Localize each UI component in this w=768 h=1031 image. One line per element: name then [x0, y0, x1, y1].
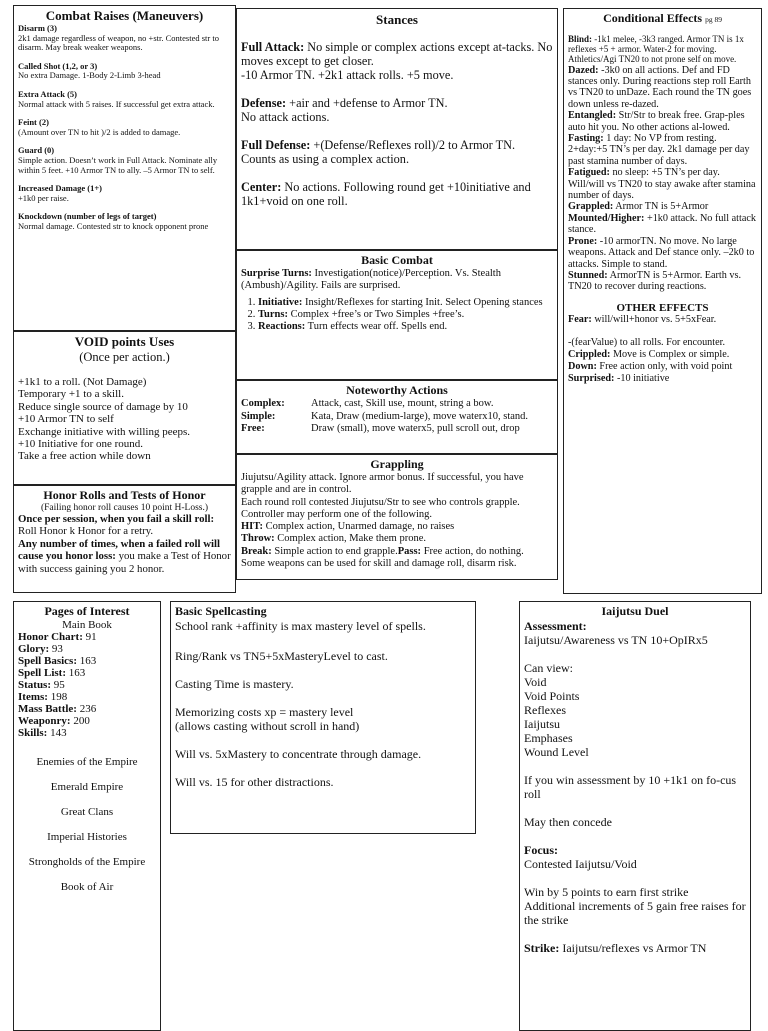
strike-first-text: Win by 5 points to earn first strike: [524, 885, 689, 899]
condition-entry: [568, 110, 757, 133]
combat-step-name: Turns:: [258, 308, 288, 320]
page-ref-label: Spell List:: [18, 667, 66, 679]
stance-line: [241, 40, 553, 68]
condition-desc: no sleep: +5 TN’s per day. Will/will vs TN20 to stay awake after stamina number of days.: [568, 167, 756, 202]
grappling-break-text: Simple action to end grapple.: [271, 545, 398, 557]
grappling-hit-text: Complex action, Unarmed damage, no raises: [262, 521, 455, 533]
book-title: Emerald Empire: [50, 781, 124, 793]
grappling-panel: [236, 454, 558, 580]
combat-step-desc: Insight/Reflexes for starting Init. Select Opening stances: [302, 296, 543, 308]
page-ref-number: 163: [76, 655, 97, 667]
page-ref-entry: [18, 703, 156, 715]
maneuver-desc: +1k0 per raise.: [18, 192, 69, 203]
condition-desc: ArmorTN is 5+Armor. Earth vs. TN20 to recover during reactions.: [568, 269, 741, 293]
pages-of-interest-panel: [13, 601, 161, 1031]
maneuver-name: Disarm (3): [18, 23, 57, 33]
maneuver-name: Knockdown (number of legs of target): [18, 211, 157, 222]
noteworthy-actions-rows: [241, 398, 553, 436]
honor-rolls-rule-2-text: you make a Test of Honor with success gaining you 2 honor.: [18, 550, 231, 575]
maneuver-entry: [18, 146, 231, 175]
stance-desc: +air and +defense to Armor TN.: [286, 96, 448, 110]
combat-step-name: Reactions:: [258, 321, 306, 333]
honor-rolls-panel: [13, 485, 236, 593]
grappling-pass-text: Free action, do nothing.: [421, 545, 524, 557]
action-type: Free:: [241, 423, 265, 434]
page-ref-entry: [18, 727, 156, 739]
stance-name: Defense:: [241, 96, 287, 110]
strike-more-text: Additional increments of 5 gain free raises for the strike: [524, 899, 746, 927]
combat-step: [258, 321, 553, 333]
action-type: Complex:: [241, 398, 285, 409]
combat-raises-panel: [13, 5, 236, 331]
book-title: Strongholds of the Empire: [28, 856, 146, 868]
stance-name: Center:: [241, 180, 282, 194]
stances-panel: [236, 8, 558, 250]
honor-rolls-subtitle: (Failing honor roll causes 10 point H-Loss.): [40, 503, 209, 513]
condition-entry: [568, 133, 757, 167]
condition-entry: [568, 34, 757, 65]
void-use-item: Reduce single source of damage by 10: [18, 400, 188, 413]
view-item: Reflexes: [524, 703, 566, 717]
stance-name: Full Defense:: [241, 138, 311, 152]
maneuver-entry: [18, 24, 231, 53]
maneuver-name: Feint (2): [18, 117, 49, 128]
condition-name: Mounted/Higher:: [568, 212, 645, 224]
page-ref-label: Skills:: [18, 727, 48, 739]
condition-desc: Str/Str to break free. Grap-ples auto hit you. No other actions al-lowed.: [568, 110, 745, 133]
book-title: Book of Air: [60, 881, 114, 893]
action-list: Draw (small), move waterx5, pull scroll out, drop: [311, 423, 520, 434]
book-title: Great Clans: [60, 806, 114, 818]
book-title: Enemies of the Empire: [36, 756, 138, 768]
page-ref-entry: [18, 679, 156, 691]
page-ref-label: Items:: [18, 691, 48, 703]
void-points-subtitle: (Once per action.): [79, 350, 170, 364]
conditional-effects-title: [568, 11, 757, 26]
other-effect-desc: Move is Complex or simple.: [610, 348, 730, 360]
maneuver-entry: [18, 184, 231, 203]
action-row: [241, 411, 553, 424]
other-effect-name: Crippled:: [568, 348, 611, 360]
focus-text: Contested Iaijutsu/Void: [524, 857, 637, 871]
maneuver-name: Called Shot (1,2, or 3): [18, 60, 98, 71]
action-type: Simple:: [241, 410, 276, 422]
can-view-label: Can view:: [524, 661, 573, 675]
condition-name: Grappled:: [568, 201, 614, 213]
combat-step-desc: Complex +free’s or Two Simples +free’s.: [287, 308, 465, 320]
page-ref-number: 95: [51, 679, 65, 691]
maneuver-desc: 2k1 damage regardless of weapon, no +str. Contested str to disarm. May break weaker weapons.: [18, 32, 219, 53]
pages-entries: [18, 631, 156, 739]
grappling-hit: [241, 521, 553, 533]
maneuver-entry: [18, 212, 231, 231]
spellcasting-line-2: Ring/Rank vs TN5+5xMasteryLevel to cast.: [175, 649, 388, 663]
void-use-item: +10 Armor TN to self: [18, 413, 114, 426]
condition-desc: -10 armorTN. No move. No large weapons. Attack and Def stance only. –2k0 to attacks. Simple to stand.: [568, 235, 755, 270]
other-effect-desc: Free action only, with void point: [596, 360, 733, 372]
page-ref-number: 236: [76, 703, 97, 715]
conditional-effects-heading: Conditional Effects: [603, 11, 703, 25]
iaijutsu-text: [524, 619, 746, 955]
fear-note: -(fearValue) to all rolls. For encounter.: [568, 337, 725, 349]
stance-line: [241, 180, 553, 208]
can-view-list: [524, 675, 746, 759]
page-ref-label: Spell Basics:: [18, 655, 77, 667]
spellcasting-text: [175, 619, 471, 789]
condition-desc: 1 day: No VP from resting. 2+day:+5 TN’s per day. 2k1 damage per day past stamina number of days.: [568, 133, 750, 167]
honor-rolls-rule-1: [18, 513, 231, 538]
strike-line: [524, 941, 746, 955]
stance-entry: [241, 138, 553, 166]
basic-combat-steps: [241, 297, 553, 334]
stance-extra: -10 Armor TN. +2k1 attack rolls. +5 move.: [241, 68, 454, 82]
page-ref-entry: [18, 667, 156, 679]
other-effect-name: Down:: [568, 360, 597, 372]
surprise-turns-label: Surprise Turns:: [241, 268, 312, 279]
action-list: Attack, cast, Skill use, mount, string a bow.: [311, 398, 494, 409]
other-effect-desc: -10 initiative: [614, 372, 670, 384]
action-list: Kata, Draw (medium-large), move waterx10, stand.: [311, 410, 529, 422]
maneuver-entry: [18, 118, 231, 137]
page-ref-entry: [18, 631, 156, 643]
honor-rolls-rule-1-text: Roll Honor k Honor for a retry.: [18, 525, 154, 538]
maneuver-entry: [18, 62, 231, 81]
stance-line: [241, 138, 553, 166]
spellcasting-line-5: (allows casting without scroll in hand): [175, 719, 360, 733]
condition-entry: [568, 167, 757, 201]
void-use-item: +1k1 to a roll. (Not Damage): [18, 376, 147, 388]
focus-label: Focus:: [524, 843, 558, 857]
basic-spellcasting-panel: [170, 601, 476, 834]
fear-text: will/will+honor vs. 5+5xFear.: [591, 313, 717, 325]
condition-entry: [568, 65, 757, 111]
condition-name: Fatigued:: [568, 167, 610, 179]
condition-desc: -3k0 on all actions. Def and FD stances only. During reactions step roll Earth vs TN20 to unDaze. Each round the TN goes down unless re-dazed.: [568, 64, 752, 110]
strike-text: Iaijutsu/reflexes vs Armor TN: [559, 941, 707, 955]
conditional-effects-panel: [563, 8, 762, 594]
honor-rolls-rule-1-label: Once per session, when you fail a skill roll:: [18, 513, 215, 525]
fear-label: Fear:: [568, 313, 592, 325]
maneuver-desc: (Amount over TN to hit )/2 is added to damage.: [18, 126, 181, 137]
grappling-intro-2: Each round roll contested Jiujutsu/Str to see who controls grapple. Controller may perform one of the following.: [241, 496, 520, 520]
grappling-throw-text: Complex action, Make them prone.: [274, 533, 426, 545]
spellcasting-line-6: Will vs. 5xMastery to concentrate through damage.: [175, 747, 422, 761]
view-item: Void: [524, 675, 547, 689]
void-use-item: Exchange initiative with willing peeps.: [18, 425, 190, 438]
spellcasting-line-4: Memorizing costs xp = mastery level: [175, 705, 354, 719]
basic-combat-title: Basic Combat: [361, 253, 433, 267]
stance-entry: [241, 40, 553, 82]
stance-desc: No actions. Following round get +10initiative and 1k1+void on one roll.: [241, 180, 531, 208]
page-ref-number: 91: [82, 631, 97, 643]
condition-entry: [568, 201, 757, 212]
honor-rolls-title: Honor Rolls and Tests of Honor: [43, 488, 206, 502]
spellcasting-line-7: Will vs. 15 for other distractions.: [175, 775, 334, 789]
pages-books: [18, 756, 156, 893]
concede-text: May then concede: [524, 815, 612, 829]
maneuver-name: Increased Damage (1+): [18, 183, 103, 194]
void-points-title: VOID points Uses: [74, 334, 175, 349]
page-ref-entry: [18, 655, 156, 667]
iaijutsu-title: Iaijutsu Duel: [601, 604, 669, 618]
void-points-list: [18, 376, 231, 463]
other-effect-entry: [568, 349, 757, 361]
condition-desc: -1k1 melee, -3k3 ranged. Armor TN is 1x reflexes +5 + armor. Water-2 for moving. Athletics/Agi TN20 to not prone self on move.: [568, 34, 744, 65]
condition-entry: [568, 213, 757, 236]
condition-name: Entangled:: [568, 110, 617, 122]
assessment-label: Assessment:: [524, 619, 587, 633]
grappling-pass-label: Pass:: [397, 545, 422, 557]
grappling-break-label: Break:: [241, 545, 272, 557]
combat-step: [258, 297, 553, 309]
page-ref-label: Mass Battle:: [18, 703, 77, 715]
page-ref-number: 143: [47, 727, 67, 739]
honor-rolls-rule-2: [18, 538, 231, 575]
combat-step: [258, 309, 553, 321]
maneuver-name: Extra Attack (5): [18, 88, 78, 99]
stance-desc: No simple or complex actions except at-tacks. No moves except to get closer.: [241, 40, 553, 68]
condition-desc: +1k0 attack. No full attack stance.: [568, 212, 756, 236]
condition-entry: [568, 270, 757, 293]
surprise-turns: [241, 268, 553, 293]
void-use-item: Temporary +1 to a skill.: [18, 388, 124, 401]
condition-entry: [568, 236, 757, 270]
grappling-throw-label: Throw:: [241, 533, 275, 545]
stances-title: Stances: [376, 12, 418, 27]
combat-step-name: Initiative:: [258, 296, 303, 308]
other-effects-list: [568, 349, 757, 384]
stance-desc: +(Defense/Reflexes roll)/2 to Armor TN. Counts as using a complex action.: [241, 138, 516, 166]
view-item: Wound Level: [524, 745, 589, 759]
grappling-footer: Some weapons can be used for skill and damage roll, disarm risk.: [241, 558, 517, 570]
maneuver-desc: Normal attack with 5 raises. If successful get extra attack.: [18, 98, 215, 109]
surprise-turns-text: Investigation(notice)/Perception. Vs. Stealth (Ambush)/Agility. Fails are surprised.: [241, 268, 501, 292]
page-ref-label: Honor Chart:: [18, 631, 83, 643]
stances-list: [241, 40, 553, 208]
honor-rolls-rule-2-label: Any number of times, when a failed roll will cause you honor loss:: [18, 537, 221, 563]
pages-title: Pages of Interest: [44, 604, 130, 618]
page-ref-label: Status:: [18, 679, 52, 691]
page-ref-label: Weaponry:: [18, 715, 71, 727]
combat-step-desc: Turn effects wear off. Spells end.: [305, 321, 448, 333]
condition-name: Stunned:: [568, 269, 608, 281]
conditional-effects-page-ref: pg 89: [705, 15, 722, 24]
condition-name: Blind:: [568, 34, 593, 44]
stance-extra: No attack actions.: [241, 110, 330, 124]
grappling-hit-label: HIT:: [241, 521, 263, 533]
action-row: [241, 423, 553, 436]
iaijutsu-duel-panel: [519, 601, 751, 1031]
other-effect-name: Surprised:: [568, 372, 615, 384]
assessment-text: Iaijutsu/Awareness vs TN 10+OpIRx5: [524, 633, 708, 647]
basic-combat-panel: [236, 250, 558, 380]
spellcasting-title: Basic Spellcasting: [175, 604, 267, 618]
grappling-intro: Jiujutsu/Agility attack. Ignore armor bonus. If successful, you have grapple and are in control.: [241, 472, 524, 496]
stance-entry: [241, 180, 553, 208]
grappling-break: [241, 546, 553, 558]
win-assessment-text: If you win assessment by 10 +1k1 on fo-cus roll: [524, 773, 737, 801]
view-item: Iaijutsu: [524, 717, 560, 731]
other-effect-entry: [568, 373, 757, 385]
condition-name: Dazed:: [568, 64, 599, 76]
grappling-title: Grappling: [370, 457, 424, 471]
grappling-text: [241, 472, 553, 570]
book-title: Imperial Histories: [47, 831, 127, 843]
page-ref-number: 93: [49, 643, 63, 655]
noteworthy-actions-panel: [236, 380, 558, 454]
combat-raises-title: Combat Raises (Maneuvers): [45, 8, 204, 23]
view-item: Emphases: [524, 731, 573, 745]
other-effects-title: OTHER EFFECTS: [616, 301, 709, 314]
grappling-throw: [241, 533, 553, 545]
condition-name: Fasting:: [568, 133, 604, 145]
fear-effect: [568, 314, 757, 326]
condition-desc: Armor TN is 5+Armor: [613, 201, 709, 213]
noteworthy-actions-title: Noteworthy Actions: [346, 383, 448, 397]
strike-label: Strike:: [524, 941, 560, 955]
void-points-panel: [13, 331, 236, 485]
void-use-item: Take a free action while down: [18, 450, 151, 463]
page-ref-number: 163: [65, 667, 86, 679]
page-ref-number: 200: [70, 715, 90, 727]
other-effect-entry: [568, 361, 757, 373]
view-item: Void Points: [524, 689, 580, 703]
maneuver-desc: No extra Damage. 1-Body 2-Limb 3-head: [18, 70, 161, 81]
action-row: [241, 398, 553, 411]
conditional-effects-list: [568, 34, 757, 293]
combat-raises-list: [18, 24, 231, 232]
pages-subtitle: Main Book: [62, 619, 112, 631]
page-ref-label: Glory:: [18, 643, 50, 655]
condition-name: Prone:: [568, 235, 598, 247]
page-ref-entry: [18, 715, 156, 727]
stance-name: Full Attack:: [241, 40, 305, 54]
page-ref-number: 198: [47, 691, 68, 703]
stance-line: [241, 96, 553, 110]
void-use-item: +10 Initiative for one round.: [18, 438, 144, 451]
page-ref-entry: [18, 691, 156, 703]
spellcasting-line-1: School rank +affinity is max mastery level of spells.: [175, 619, 426, 633]
maneuver-name: Guard (0): [18, 145, 55, 156]
maneuver-desc: Normal damage. Contested str to knock opponent prone: [18, 220, 209, 231]
maneuver-desc: Simple action. Doesn’t work in Full Attack. Nominate ally within 5 feet. +10 Armor TN to ally. –5 Armor TN to self.: [18, 154, 218, 175]
page-ref-entry: [18, 643, 156, 655]
spellcasting-line-3: Casting Time is mastery.: [175, 677, 294, 691]
stance-entry: [241, 96, 553, 124]
maneuver-entry: [18, 90, 231, 109]
